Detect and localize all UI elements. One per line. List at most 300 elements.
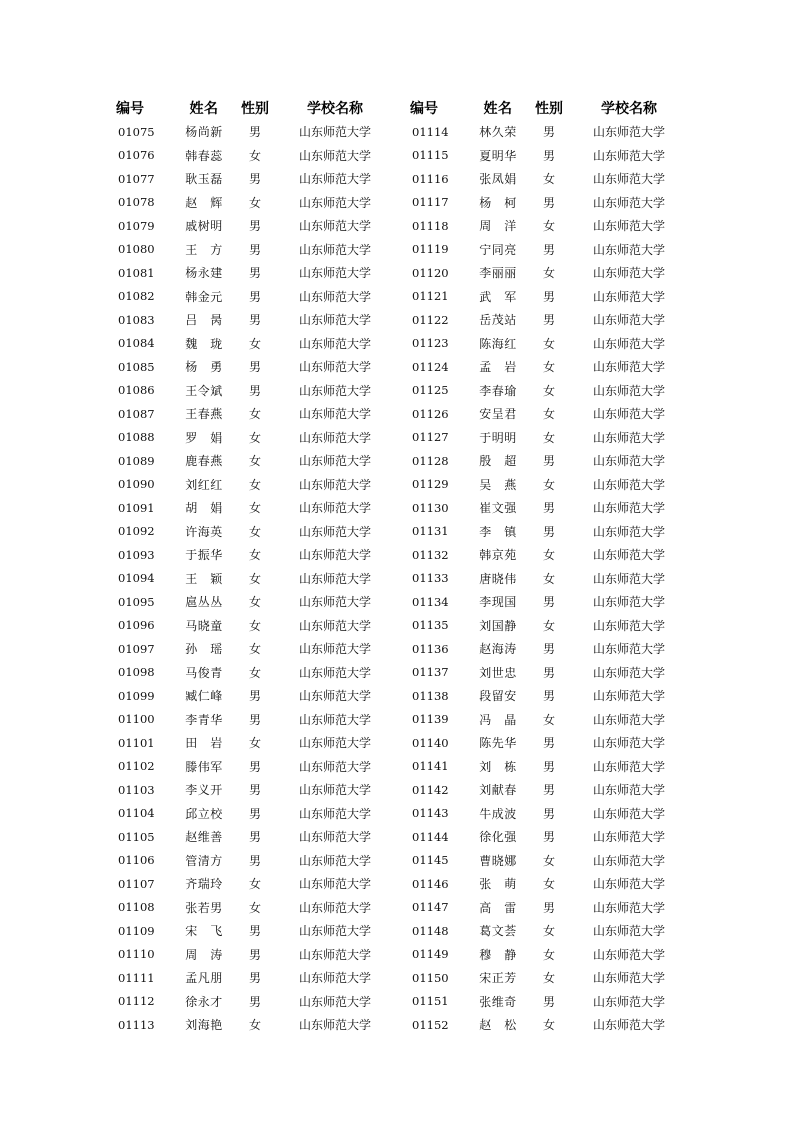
student-gender: 男	[542, 501, 555, 516]
student-name: 张若男	[185, 900, 223, 915]
student-id: 01151	[412, 994, 449, 1009]
header-name: 姓名	[189, 101, 219, 117]
student-gender: 女	[248, 877, 261, 892]
school-name: 山东师范大学	[298, 266, 371, 281]
student-name: 韩京苑	[479, 548, 517, 563]
school-name: 山东师范大学	[592, 900, 665, 915]
student-name: 唐晓伟	[479, 571, 517, 586]
student-gender: 男	[248, 383, 261, 398]
table-row	[112, 426, 392, 450]
student-gender: 女	[248, 430, 261, 445]
student-id: 01119	[412, 242, 449, 257]
table-row	[112, 167, 392, 191]
student-name: 杨 柯	[479, 195, 517, 210]
school-name: 山东师范大学	[298, 383, 371, 398]
table-row	[406, 919, 686, 943]
student-gender: 女	[248, 900, 261, 915]
student-id: 01086	[118, 383, 155, 398]
student-gender: 男	[542, 313, 555, 328]
header-school: 学校名称	[307, 101, 363, 117]
student-name: 刘 栋	[479, 759, 517, 774]
table-row	[112, 332, 392, 356]
student-id: 01140	[412, 735, 449, 750]
table-row	[406, 731, 686, 755]
student-name: 张凤娟	[479, 172, 517, 187]
student-id: 01132	[412, 547, 449, 562]
school-name: 山东师范大学	[298, 148, 371, 163]
student-gender: 男	[248, 853, 261, 868]
student-id: 01143	[412, 806, 449, 821]
student-id: 01075	[118, 124, 155, 139]
school-name: 山东师范大学	[592, 571, 665, 586]
table-row	[406, 1013, 686, 1037]
student-gender: 男	[248, 783, 261, 798]
table-row	[112, 308, 392, 332]
student-gender: 男	[248, 830, 261, 845]
student-gender: 女	[542, 712, 555, 727]
student-name: 安呈君	[479, 407, 517, 422]
table-row	[112, 684, 392, 708]
header-gender: 性别	[241, 101, 269, 117]
student-gender: 女	[248, 618, 261, 633]
school-name: 山东师范大学	[592, 219, 665, 234]
school-name: 山东师范大学	[298, 877, 371, 892]
student-gender: 男	[248, 971, 261, 986]
student-name: 魏 珑	[185, 336, 223, 351]
student-id: 01092	[118, 524, 155, 539]
student-name: 吕 昺	[185, 313, 223, 328]
student-name: 杨尚新	[185, 125, 223, 140]
table-row	[112, 731, 392, 755]
school-name: 山东师范大学	[298, 336, 371, 351]
school-name: 山东师范大学	[298, 689, 371, 704]
table-row	[406, 332, 686, 356]
table-row	[112, 919, 392, 943]
school-name: 山东师范大学	[298, 971, 371, 986]
school-name: 山东师范大学	[298, 642, 371, 657]
student-gender: 女	[542, 383, 555, 398]
student-name: 于明明	[479, 430, 517, 445]
student-id: 01122	[412, 312, 449, 327]
student-name: 张 萌	[479, 877, 517, 892]
school-name: 山东师范大学	[592, 524, 665, 539]
student-gender: 女	[248, 736, 261, 751]
school-name: 山东师范大学	[592, 994, 665, 1009]
table-row	[112, 990, 392, 1014]
student-id: 01142	[412, 782, 449, 797]
student-name: 高 雷	[479, 900, 517, 915]
student-gender: 女	[248, 571, 261, 586]
student-gender: 女	[542, 853, 555, 868]
student-name: 马晓童	[185, 618, 223, 633]
student-name: 齐瑞玲	[185, 877, 223, 892]
school-name: 山东师范大学	[298, 289, 371, 304]
student-id: 01149	[412, 947, 449, 962]
student-name: 滕伟军	[185, 759, 223, 774]
student-name: 宋 飞	[185, 924, 223, 939]
student-id: 01091	[118, 500, 155, 515]
table-row	[112, 543, 392, 567]
roster-table-left	[112, 96, 392, 1037]
student-id: 01078	[118, 195, 155, 210]
student-id: 01138	[412, 688, 449, 703]
table-row	[406, 120, 686, 144]
student-name: 王春燕	[185, 407, 223, 422]
student-gender: 男	[248, 947, 261, 962]
table-row	[406, 684, 686, 708]
student-name: 马俊青	[185, 665, 223, 680]
student-id: 01147	[412, 900, 449, 915]
student-name: 殷 超	[479, 454, 517, 469]
student-gender: 女	[542, 971, 555, 986]
table-row	[406, 355, 686, 379]
student-id: 01120	[412, 265, 449, 280]
school-name: 山东师范大学	[298, 548, 371, 563]
student-name: 周 涛	[185, 947, 223, 962]
student-id: 01130	[412, 500, 449, 515]
student-gender: 女	[248, 548, 261, 563]
student-id: 01088	[118, 430, 155, 445]
school-name: 山东师范大学	[592, 360, 665, 375]
school-name: 山东师范大学	[592, 242, 665, 257]
table-row	[112, 567, 392, 591]
table-row	[406, 590, 686, 614]
student-name: 曹晓娜	[479, 853, 517, 868]
table-row	[406, 802, 686, 826]
school-name: 山东师范大学	[592, 454, 665, 469]
student-id: 01106	[118, 853, 155, 868]
table-row	[406, 966, 686, 990]
student-name: 扈丛丛	[185, 595, 223, 610]
student-gender: 男	[542, 195, 555, 210]
student-id: 01114	[412, 124, 449, 139]
student-gender: 男	[542, 642, 555, 657]
student-gender: 男	[248, 806, 261, 821]
table-row	[112, 849, 392, 873]
header-gender: 性别	[535, 101, 563, 117]
table-row	[406, 261, 686, 285]
school-name: 山东师范大学	[592, 501, 665, 516]
student-id: 01118	[412, 218, 449, 233]
table-row	[406, 849, 686, 873]
student-id: 01111	[118, 970, 155, 985]
student-gender: 男	[542, 148, 555, 163]
student-gender: 女	[248, 595, 261, 610]
table-row	[406, 661, 686, 685]
student-id: 01093	[118, 547, 155, 562]
student-gender: 女	[248, 407, 261, 422]
student-id: 01129	[412, 477, 449, 492]
table-row	[112, 966, 392, 990]
student-id: 01104	[118, 806, 155, 821]
student-gender: 男	[248, 759, 261, 774]
student-id: 01101	[118, 735, 155, 750]
student-name: 牛成波	[479, 806, 517, 821]
student-name: 周 洋	[479, 219, 517, 234]
table-row	[406, 614, 686, 638]
school-name: 山东师范大学	[592, 877, 665, 892]
school-name: 山东师范大学	[298, 806, 371, 821]
student-id: 01084	[118, 336, 155, 351]
table-row	[406, 825, 686, 849]
student-id: 01150	[412, 970, 449, 985]
student-gender: 女	[542, 571, 555, 586]
student-gender: 男	[542, 994, 555, 1009]
table-row	[112, 943, 392, 967]
student-name: 管清方	[185, 853, 223, 868]
student-name: 王 颖	[185, 571, 223, 586]
table-body-left	[112, 120, 392, 1037]
student-name: 宋正芳	[479, 971, 517, 986]
student-name: 刘国静	[479, 618, 517, 633]
student-gender: 男	[248, 125, 261, 140]
school-name: 山东师范大学	[592, 642, 665, 657]
table-row	[406, 496, 686, 520]
student-name: 李丽丽	[479, 266, 517, 281]
student-gender: 女	[542, 1018, 555, 1033]
student-name: 鹿春燕	[185, 454, 223, 469]
student-id: 01085	[118, 359, 155, 374]
school-name: 山东师范大学	[298, 665, 371, 680]
student-name: 王令斌	[185, 383, 223, 398]
table-row	[112, 708, 392, 732]
student-id: 01128	[412, 453, 449, 468]
student-id: 01089	[118, 453, 155, 468]
school-name: 山东师范大学	[298, 900, 371, 915]
student-name: 赵维善	[185, 830, 223, 845]
school-name: 山东师范大学	[298, 125, 371, 140]
table-row	[112, 120, 392, 144]
table-row	[112, 285, 392, 309]
student-gender: 女	[542, 336, 555, 351]
student-gender: 男	[248, 712, 261, 727]
student-id: 01100	[118, 712, 155, 727]
student-gender: 男	[248, 360, 261, 375]
table-row	[112, 144, 392, 168]
student-id: 01139	[412, 712, 449, 727]
student-gender: 女	[248, 454, 261, 469]
student-gender: 女	[542, 618, 555, 633]
student-id: 01105	[118, 829, 155, 844]
student-gender: 女	[542, 266, 555, 281]
student-id: 01115	[412, 148, 449, 163]
student-id: 01077	[118, 171, 155, 186]
student-name: 刘世忠	[479, 665, 517, 680]
school-name: 山东师范大学	[592, 172, 665, 187]
student-name: 陈海红	[479, 336, 517, 351]
student-gender: 男	[542, 454, 555, 469]
school-name: 山东师范大学	[592, 806, 665, 821]
school-name: 山东师范大学	[298, 830, 371, 845]
header-id: 编号	[116, 101, 144, 117]
school-name: 山东师范大学	[592, 971, 665, 986]
student-id: 01126	[412, 406, 449, 421]
student-name: 赵海涛	[479, 642, 517, 657]
student-name: 戚树明	[185, 219, 223, 234]
table-row	[112, 590, 392, 614]
table-row	[112, 661, 392, 685]
student-name: 徐化强	[479, 830, 517, 845]
student-name: 韩春蕊	[185, 148, 223, 163]
student-id: 01082	[118, 289, 155, 304]
student-name: 田 岩	[185, 736, 223, 751]
school-name: 山东师范大学	[592, 853, 665, 868]
table-row	[406, 637, 686, 661]
table-row	[112, 402, 392, 426]
school-name: 山东师范大学	[592, 289, 665, 304]
table-row	[112, 872, 392, 896]
student-id: 01087	[118, 406, 155, 421]
table-row	[406, 191, 686, 215]
table-row	[112, 214, 392, 238]
student-gender: 女	[542, 548, 555, 563]
student-gender: 女	[248, 148, 261, 163]
student-id: 01090	[118, 477, 155, 492]
student-name: 陈先华	[479, 736, 517, 751]
student-gender: 女	[248, 642, 261, 657]
student-name: 耿玉磊	[185, 172, 223, 187]
student-name: 杨永建	[185, 266, 223, 281]
table-row	[406, 144, 686, 168]
student-gender: 女	[542, 430, 555, 445]
student-gender: 女	[248, 501, 261, 516]
student-id: 01135	[412, 618, 449, 633]
student-id: 01110	[118, 947, 155, 962]
school-name: 山东师范大学	[298, 736, 371, 751]
student-name: 葛文荟	[479, 924, 517, 939]
student-name: 李现国	[479, 595, 517, 610]
student-name: 韩金元	[185, 289, 223, 304]
table-row	[406, 426, 686, 450]
student-id: 01148	[412, 923, 449, 938]
student-name: 邱立校	[185, 806, 223, 821]
student-id: 01109	[118, 923, 155, 938]
student-id: 01131	[412, 524, 449, 539]
student-name: 张维奇	[479, 994, 517, 1009]
student-id: 01133	[412, 571, 449, 586]
table-row	[406, 238, 686, 262]
school-name: 山东师范大学	[298, 571, 371, 586]
school-name: 山东师范大学	[592, 736, 665, 751]
student-name: 罗 娟	[185, 430, 223, 445]
school-name: 山东师范大学	[298, 454, 371, 469]
student-id: 01144	[412, 829, 449, 844]
student-id: 01145	[412, 853, 449, 868]
table-row	[112, 238, 392, 262]
student-gender: 男	[542, 736, 555, 751]
student-gender: 女	[542, 219, 555, 234]
table-row	[112, 473, 392, 497]
school-name: 山东师范大学	[298, 242, 371, 257]
table-row	[112, 755, 392, 779]
school-name: 山东师范大学	[592, 430, 665, 445]
student-id: 01102	[118, 759, 155, 774]
student-gender: 女	[248, 1018, 261, 1033]
school-name: 山东师范大学	[592, 1018, 665, 1033]
table-row	[406, 943, 686, 967]
student-id: 01113	[118, 1017, 155, 1032]
school-name: 山东师范大学	[298, 430, 371, 445]
school-name: 山东师范大学	[298, 947, 371, 962]
student-gender: 女	[542, 947, 555, 962]
student-name: 冯 晶	[479, 712, 517, 727]
student-gender: 男	[542, 125, 555, 140]
student-id: 01099	[118, 688, 155, 703]
student-id: 01108	[118, 900, 155, 915]
student-gender: 女	[248, 336, 261, 351]
student-id: 01081	[118, 265, 155, 280]
student-gender: 男	[542, 665, 555, 680]
school-name: 山东师范大学	[592, 783, 665, 798]
school-name: 山东师范大学	[592, 407, 665, 422]
student-id: 01076	[118, 148, 155, 163]
table-row	[406, 872, 686, 896]
student-gender: 女	[248, 524, 261, 539]
student-gender: 女	[542, 924, 555, 939]
student-name: 孟 岩	[479, 360, 517, 375]
student-gender: 男	[542, 595, 555, 610]
school-name: 山东师范大学	[298, 172, 371, 187]
student-id: 01152	[412, 1017, 449, 1032]
school-name: 山东师范大学	[592, 712, 665, 727]
student-name: 武 军	[479, 289, 517, 304]
student-name: 李青华	[185, 712, 223, 727]
school-name: 山东师范大学	[592, 336, 665, 351]
student-id: 01136	[412, 641, 449, 656]
student-name: 孟凡朋	[185, 971, 223, 986]
student-name: 岳茂站	[479, 313, 517, 328]
table-row	[406, 402, 686, 426]
student-gender: 男	[248, 172, 261, 187]
student-gender: 女	[542, 477, 555, 492]
school-name: 山东师范大学	[592, 689, 665, 704]
student-name: 许海英	[185, 524, 223, 539]
school-name: 山东师范大学	[298, 618, 371, 633]
school-name: 山东师范大学	[592, 125, 665, 140]
school-name: 山东师范大学	[592, 383, 665, 398]
student-gender: 男	[542, 689, 555, 704]
school-name: 山东师范大学	[298, 219, 371, 234]
student-id: 01127	[412, 430, 449, 445]
table-row	[406, 473, 686, 497]
student-gender: 女	[542, 360, 555, 375]
table-row	[406, 755, 686, 779]
student-gender: 男	[542, 759, 555, 774]
student-id: 01107	[118, 876, 155, 891]
table-row	[406, 778, 686, 802]
student-name: 刘海艳	[185, 1018, 223, 1033]
table-row	[406, 214, 686, 238]
table-row	[112, 379, 392, 403]
school-name: 山东师范大学	[298, 994, 371, 1009]
student-name: 赵 辉	[185, 195, 223, 210]
table-row	[112, 778, 392, 802]
student-name: 崔文强	[479, 501, 517, 516]
table-row	[406, 990, 686, 1014]
student-name: 孙 瑶	[185, 642, 223, 657]
student-gender: 男	[542, 830, 555, 845]
table-row	[406, 285, 686, 309]
table-row	[112, 802, 392, 826]
table-row	[112, 825, 392, 849]
student-name: 赵 松	[479, 1018, 517, 1033]
table-body-right	[406, 120, 686, 1037]
school-name: 山东师范大学	[298, 407, 371, 422]
school-name: 山东师范大学	[592, 595, 665, 610]
school-name: 山东师范大学	[298, 853, 371, 868]
student-id: 01121	[412, 289, 449, 304]
school-name: 山东师范大学	[592, 830, 665, 845]
